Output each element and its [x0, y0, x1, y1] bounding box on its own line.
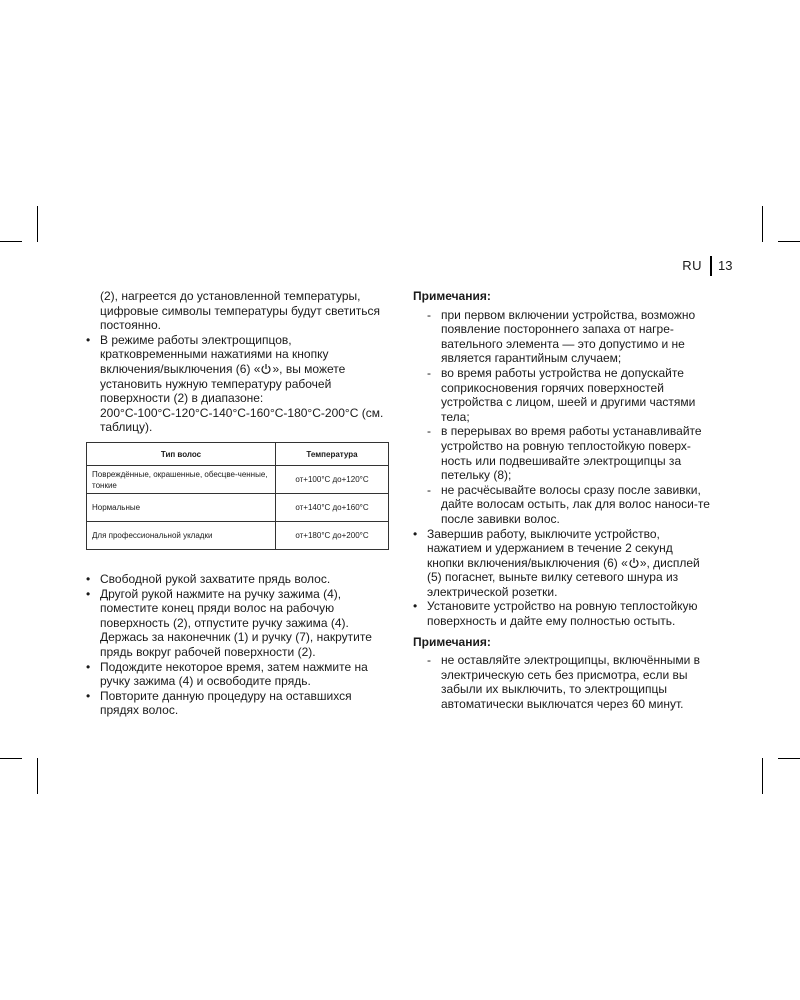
power-icon: [628, 557, 640, 569]
crop-mark: [762, 758, 763, 794]
power-icon: [260, 363, 272, 375]
finish-bullet-list: [413, 527, 713, 629]
list-item: [86, 333, 392, 435]
bullet-text: », вы можете установить нужную температуру рабочей поверхности (2) в диапазоне: 200°С-100°С-120°С-140°С-160°С-180°С-200°С (см. таблицу).: [100, 361, 384, 435]
right-column: [413, 289, 713, 712]
temperature-cell: от+100°С до+120°С: [276, 466, 389, 494]
crop-mark: [0, 241, 22, 242]
list-item: - не оставляйте электрощипцы, включёнными в электрическую сеть без присмотра, если вы забыли их выключить, то электрощипцы автоматически выключатся через 60 минут.: [427, 653, 713, 711]
temperature-cell: от+140°С до+160°С: [276, 494, 389, 522]
left-column-top: [86, 289, 392, 435]
notes-list: [413, 308, 713, 527]
notes-list: [413, 653, 713, 711]
page-number: 13: [718, 258, 733, 273]
crop-mark: [37, 758, 38, 794]
bullet-text: Завершив работу, выключите устройство, нажатием и удержанием в течение 2 секунд кнопки включения/выключения (6) «: [427, 526, 673, 570]
table-row: [87, 466, 389, 494]
hair-type-cell: Повреждённые, окрашенные, обесцве-ченные, тонкие: [87, 466, 276, 494]
table-header-row: [87, 443, 389, 466]
continuation-text: (2), нагреется до установленной температуры, цифровые символы температуры будут светиться постоянно.: [100, 289, 381, 333]
list-item: • Свободной рукой захватите прядь волос.: [86, 572, 392, 587]
left-column-bottom: [86, 572, 392, 718]
temperature-cell: от+180°С до+200°С: [276, 522, 389, 550]
column-header: Тип волос: [87, 443, 276, 466]
table-row: [87, 522, 389, 550]
crop-mark: [778, 758, 800, 759]
crop-mark: [762, 206, 763, 242]
crop-mark: [0, 758, 22, 759]
list-item: - в перерывах во время работы устанавливайте устройство на ровную теплостойкую поверх-ность или подвешивайте электрощипцы за петельку (8);: [427, 424, 713, 482]
list-item: • Повторите данную процедуру на оставшихся прядях волос.: [86, 689, 392, 718]
list-item: - при первом включении устройства, возможно появление постороннего запаха от нагре-вательного элемента — это допустимо и не является гарантийным случаем;: [427, 308, 713, 366]
list-item: • Подождите некоторое время, затем нажмите на ручку зажима (4) и освободите прядь.: [86, 660, 392, 689]
bullet-text: В режиме работы электрощипцов, кратковременными нажатиями на кнопку включения/выключения (6) «: [100, 332, 329, 376]
hair-type-cell: Для профессиональной укладки: [87, 522, 276, 550]
hair-type-cell: Нормальные: [87, 494, 276, 522]
temperature-table: [86, 442, 389, 550]
list-item: - во время работы устройства не допускайте соприкосновения горячих поверхностей устройства с лицом, шеей и другими частями тела;: [427, 366, 713, 424]
header-separator: [710, 256, 712, 276]
notes-heading: Примечания:: [413, 634, 491, 649]
instruction-list: [86, 572, 392, 718]
list-item: • Установите устройство на ровную теплостойкую поверхность и дайте ему полностью остыть.: [413, 599, 713, 628]
page-header: [600, 258, 740, 278]
notes-heading: Примечания:: [413, 289, 491, 303]
list-item: - не расчёсывайте волосы сразу после завивки, дайте волосам остыть, лак для волос наноси-те после завивки волос.: [427, 483, 713, 527]
list-item: [413, 527, 713, 600]
column-header: Температура: [276, 443, 389, 466]
table-row: [87, 494, 389, 522]
language-code: RU: [682, 258, 702, 273]
crop-mark: [778, 241, 800, 242]
mode-bullet-list: [86, 333, 392, 435]
list-item: • Другой рукой нажмите на ручку зажима (4), поместите конец пряди волос на рабочую поверхность (2), отпустите ручку зажима (4). Держась за наконечник (1) и ручку (7), накрутите прядь вокруг рабочей поверхности (2).: [86, 587, 392, 660]
crop-mark: [37, 206, 38, 242]
bullet-text: », дисплей (5) погаснет, выньте вилку сетевого шнура из электрической розетки.: [427, 555, 700, 599]
